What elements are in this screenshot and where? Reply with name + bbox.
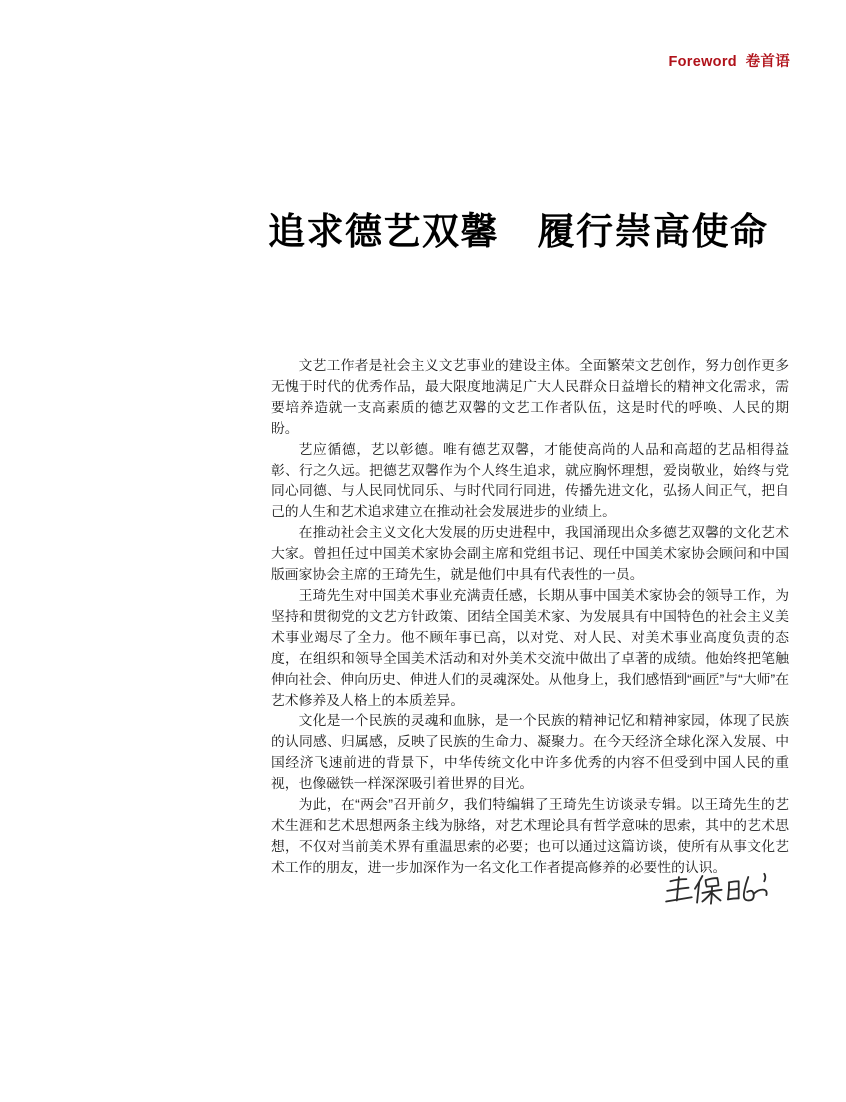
- foreword-section-label: Foreword 卷首语: [668, 54, 790, 70]
- paragraph: 王琦先生对中国美术事业充满责任感，长期从事中国美术家协会的领导工作，为坚持和贯彻党的文艺方针政策、团结全国美术家、为发展具有中国特色的社会主义美术事业竭尽了全力。他不顾年事已高，以对党、对人民、对美术事业高度负责的态度，在组织和领导全国美术活动和对外美术交流中做出了卓著的成绩。他始终把笔触伸向社会、伸向历史、伸进人们的灵魂深处。从他身上，我们感悟到“画匠”与“大师”在艺术修养及人格上的本质差异。: [271, 587, 789, 708]
- signature-handwriting: [664, 866, 776, 920]
- page-title: 追求德艺双馨 履行崇高使命: [268, 212, 769, 253]
- article-body: [271, 356, 789, 879]
- paragraph: 艺应循德，艺以彰德。唯有德艺双馨，才能使高尚的人品和高超的艺品相得益彰、行之久远。把德艺双馨作为个人终生追求，就应胸怀理想，爱岗敬业，始终与党同心同德、与人民同忧同乐、与时代同行同进，传播先进文化，弘扬人间正气，把自己的人生和艺术追求建立在推动社会发展进步的业绩上。: [271, 441, 789, 520]
- paragraph: 为此，在“两会”召开前夕，我们特编辑了王琦先生访谈录专辑。以王琦先生的艺术生涯和艺术思想两条主线为脉络，对艺术理论具有哲学意味的思索，其中的艺术思想，不仅对当前美术界有重温思索的必要；也可以通过这篇访谈，使所有从事文化艺术工作的朋友，进一步加深作为一名文化工作者提高修养的必要性的认识。: [271, 797, 789, 875]
- paragraph: 在推动社会主义文化大发展的历史进程中，我国涌现出众多德艺双馨的文化艺术大家。曾担任过中国美术家协会副主席和党组书记、现任中国美术家协会顾问和中国版画家协会主席的王琦先生，就是他们中具有代表性的一员。: [271, 525, 789, 583]
- paragraph: 文化是一个民族的灵魂和血脉，是一个民族的精神记忆和精神家园，体现了民族的认同感、归属感，反映了民族的生命力、凝聚力。在今天经济全球化深入发展、中国经济飞速前进的背景下，中华传统文化中许多优秀的内容不但受到中国人民的重视，也像磁铁一样深深吸引着世界的目光。: [271, 713, 789, 792]
- paragraph: 文艺工作者是社会主义文艺事业的建设主体。全面繁荣文艺创作，努力创作更多无愧于时代的优秀作品，最大限度地满足广大人民群众日益增长的精神文化需求，需要培养造就一支高素质的德艺双馨的文艺工作者队伍，这是时代的呼唤、人民的期盼。: [271, 358, 789, 436]
- signature-strokes: [664, 866, 776, 920]
